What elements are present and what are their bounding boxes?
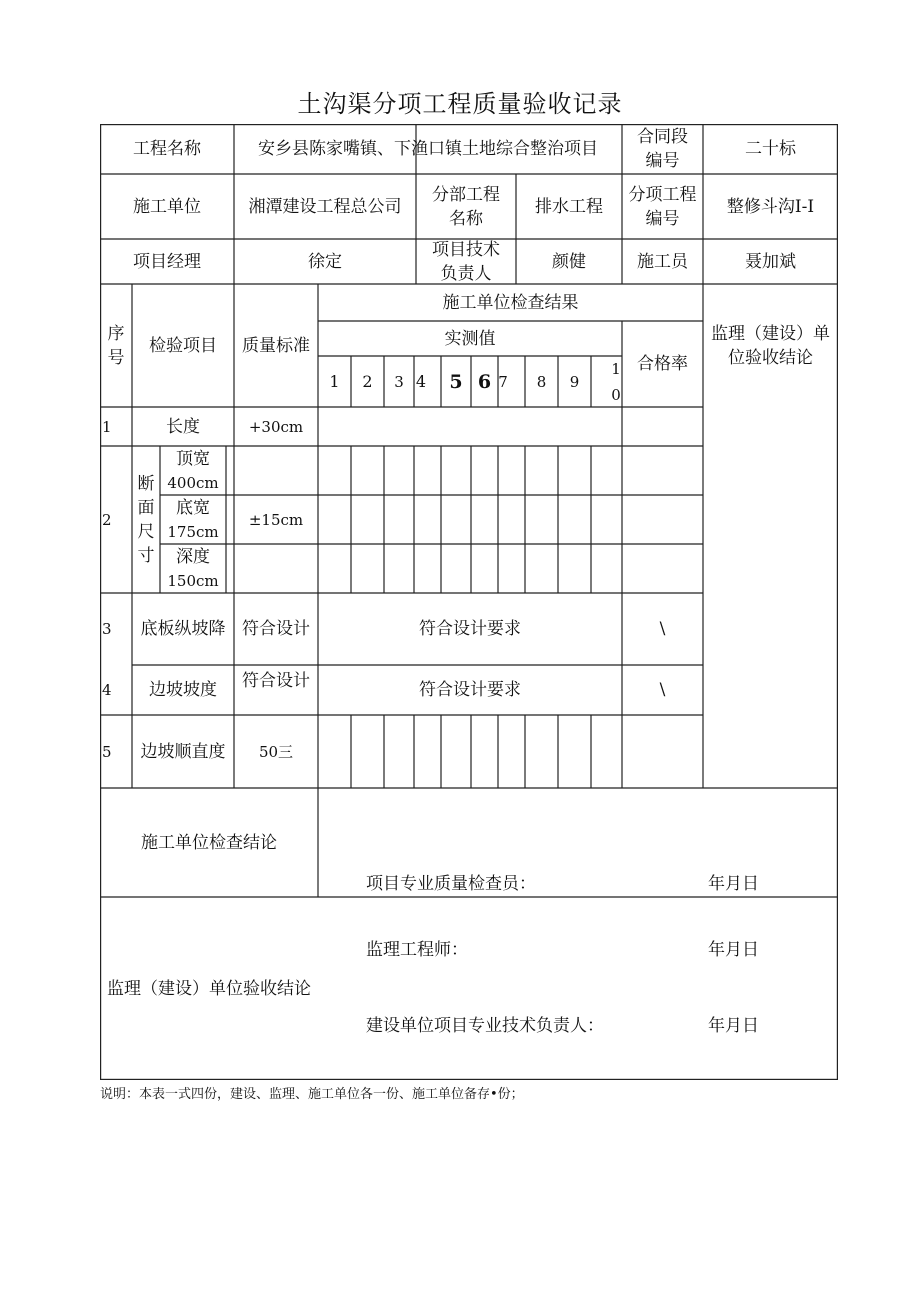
measured-header: 实测值 — [444, 328, 496, 349]
tech-lead-label: 项目技术负责人 — [432, 239, 500, 284]
row2-seq: 2 — [102, 510, 112, 529]
row2-sub1-value: 400cm — [167, 474, 219, 492]
measure-col-10-b: 0 — [611, 386, 621, 404]
tech-lead-value: 颜健 — [552, 251, 586, 272]
construction-unit-label: 施工单位 — [133, 196, 201, 217]
measure-col-3: 3 — [394, 372, 404, 391]
row2-standard: ±15cm — [248, 510, 304, 529]
contract-section-label: 合同段编号 — [637, 127, 688, 171]
row4-pass: \ — [659, 680, 666, 700]
document-title: 土沟渠分项工程质量验收记录 — [297, 90, 623, 118]
row2-sub3-value: 150cm — [167, 572, 219, 590]
row3-result: 符合设计要求 — [419, 619, 521, 639]
row1-item: 长度 — [166, 416, 200, 437]
row4-result: 符合设计要求 — [419, 680, 521, 700]
acceptance-form-table — [100, 124, 838, 1080]
contract-section-value: 二十标 — [745, 139, 796, 159]
engineer-date: 年月日 — [708, 940, 759, 960]
manager-label: 项目经理 — [133, 251, 201, 272]
measure-col-9: 9 — [569, 372, 580, 391]
measure-col-1: 1 — [329, 371, 340, 391]
owner-tech-label: 建设单位项目专业技术负责人： — [366, 1016, 604, 1036]
row2-sub3-name: 深度 — [176, 546, 210, 567]
manager-value: 徐定 — [308, 251, 342, 272]
row3-seq: 3 — [102, 620, 112, 638]
row2-sub2-name: 底宽 — [176, 497, 210, 518]
measure-col-2: 2 — [362, 371, 373, 391]
row3-standard: 符合设计 — [242, 619, 310, 639]
construction-unit-value: 湘潭建设工程总公司 — [248, 196, 402, 217]
worker-label: 施工员 — [637, 251, 688, 272]
row1-standard: +30cm — [248, 417, 304, 436]
row5-item: 边坡顺直度 — [140, 741, 226, 762]
row1-seq: 1 — [102, 417, 112, 436]
project-name-value: 安乡县陈家嘴镇、下渔口镇土地综合整治项目 — [258, 139, 598, 159]
measure-col-7: 7 — [498, 372, 508, 391]
row2-group: 断面尺寸 — [137, 473, 155, 566]
engineer-label: 监理工程师： — [366, 940, 468, 960]
inspector-date: 年月日 — [708, 874, 759, 894]
measure-col-4: 4 — [415, 371, 427, 391]
row4-standard: 符合设计 — [242, 671, 310, 691]
row5-standard: 50三 — [258, 742, 294, 761]
row3-item: 底板纵坡降 — [140, 619, 226, 639]
row3-pass: \ — [659, 619, 666, 639]
footnote: 说明：本表一式四份，建设、监理、施工单位各一份、施工单位备存•份； — [100, 1087, 524, 1102]
supervision-conclusion-label: 监理（建设）单位验收结论 — [107, 978, 311, 999]
seq-header: 序号 — [107, 323, 125, 368]
sub-project-value: 排水工程 — [535, 196, 603, 217]
item-header: 检验项目 — [149, 335, 217, 356]
measure-col-10-a: 1 — [611, 360, 621, 378]
worker-value: 聂加斌 — [745, 251, 796, 272]
check-result-header: 施工单位检查结果 — [442, 292, 579, 313]
measure-col-8: 8 — [536, 372, 547, 391]
row2-sub2-value: 175cm — [167, 523, 219, 541]
owner-tech-date: 年月日 — [708, 1016, 759, 1036]
row4-item: 边坡坡度 — [149, 680, 217, 700]
measure-col-5: 5 — [449, 370, 463, 393]
item-no-label: 分项工程编号 — [628, 184, 697, 229]
sub-project-label: 分部工程名称 — [432, 184, 500, 229]
measure-col-6: 6 — [477, 370, 492, 393]
item-no-value: 整修斗沟I-I — [726, 196, 815, 217]
project-name-label: 工程名称 — [133, 139, 201, 159]
pass-rate-header: 合格率 — [637, 354, 688, 374]
row2-sub1-name: 顶宽 — [176, 448, 210, 469]
standard-header: 质量标准 — [242, 335, 310, 356]
inspector-label: 项目专业质量检查员： — [366, 874, 536, 894]
supervision-header: 监理（建设）单位验收结论 — [711, 323, 830, 368]
row4-seq: 4 — [102, 681, 112, 699]
row5-seq: 5 — [102, 742, 112, 761]
unit-conclusion-label: 施工单位检查结论 — [141, 832, 277, 853]
